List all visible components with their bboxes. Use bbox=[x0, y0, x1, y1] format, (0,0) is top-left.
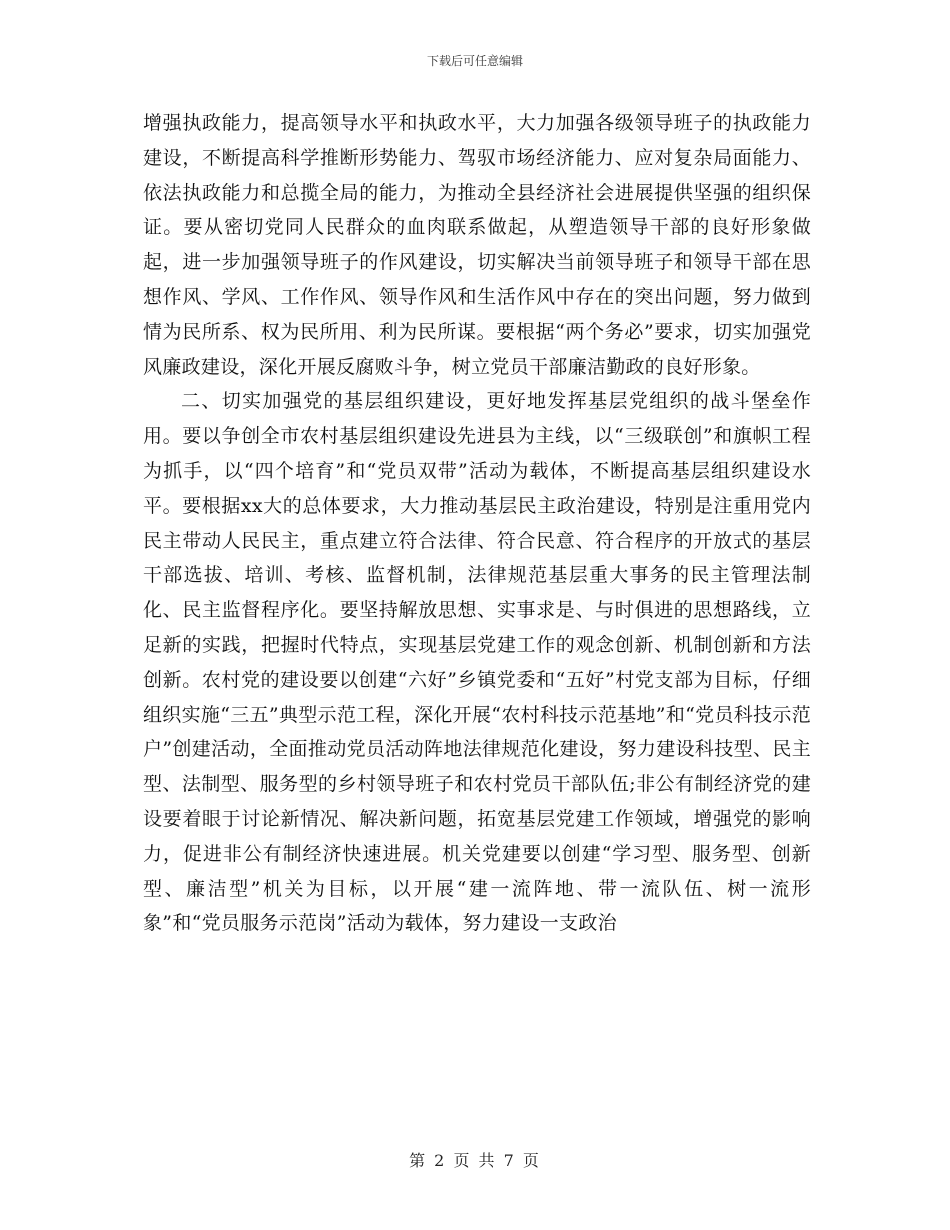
paragraph-1: 增强执政能力，提高领导水平和执政水平，大力加强各级领导班子的执政能力建设，不断提高科学推断形势能力、驾驭市场经济能力、应对复杂局面能力、依法执政能力和总揽全局的能力，为推动全县经济社会进展提供坚强的组织保证。要从密切党同人民群众的血肉联系做起，从塑造领导干部的良好形象做起，进一步加强领导班子的作风建设，切实解决当前领导班子和领导干部在思想作风、学风、工作作风、领导作风和生活作风中存在的突出问题，努力做到情为民所系、权为民所用、利为民所谋。要根据“两个务必”要求，切实加强党风廉政建设，深化开展反腐败斗争，树立党员干部廉洁勤政的良好形象。 bbox=[143, 112, 811, 378]
paragraph-2: 二、切实加强党的基层组织建设，更好地发挥基层党组织的战斗堡垒作用。要以争创全市农村基层组织建设先进县为主线，以“三级联创”和旗帜工程为抓手，以“四个培育”和“党员双带”活动为载体，不断提高基层组织建设水平。要根据xx大的总体要求，大力推动基层民主政治建设，特别是注重用党内民主带动人民民主，重点建立符合法律、符合民意、符合程序的开放式的基层干部选拔、培训、考核、监督机制，法律规范基层重大事务的民主管理法制化、民主监督程序化。要坚持解放思想、实事求是、与时俱进的思想路线，立足新的实践，把握时代特点，实现基层党建工作的观念创新、机制创新和方法创新。农村党的建设要以创建“六好”乡镇党委和“五好”村党支部为目标，仔细组织实施“三五”典型示范工程，深化开展“农村科技示范基地”和“党员科技示范户”创建活动，全面推动党员活动阵地法律规范化建设，努力建设科技型、民主型、法制型、服务型的乡村领导班子和农村党员干部队伍;非公有制经济党的建设要着眼于讨论新情况、解决新问题，拓宽基层党建工作领域，增强党的影响力，促进非公有制经济快速进展。机关党建要以创建“学习型、服务型、创新型、廉洁型”机关为目标，以开展“建一流阵地、带一流队伍、树一流形象”和“党员服务示范岗”活动为载体，努力建设一支政治 bbox=[143, 390, 811, 935]
page-header: 下载后可任意编辑 bbox=[426, 54, 523, 68]
page-number: 第 2 页 共 7 页 bbox=[409, 1151, 541, 1170]
document-body bbox=[143, 106, 811, 941]
